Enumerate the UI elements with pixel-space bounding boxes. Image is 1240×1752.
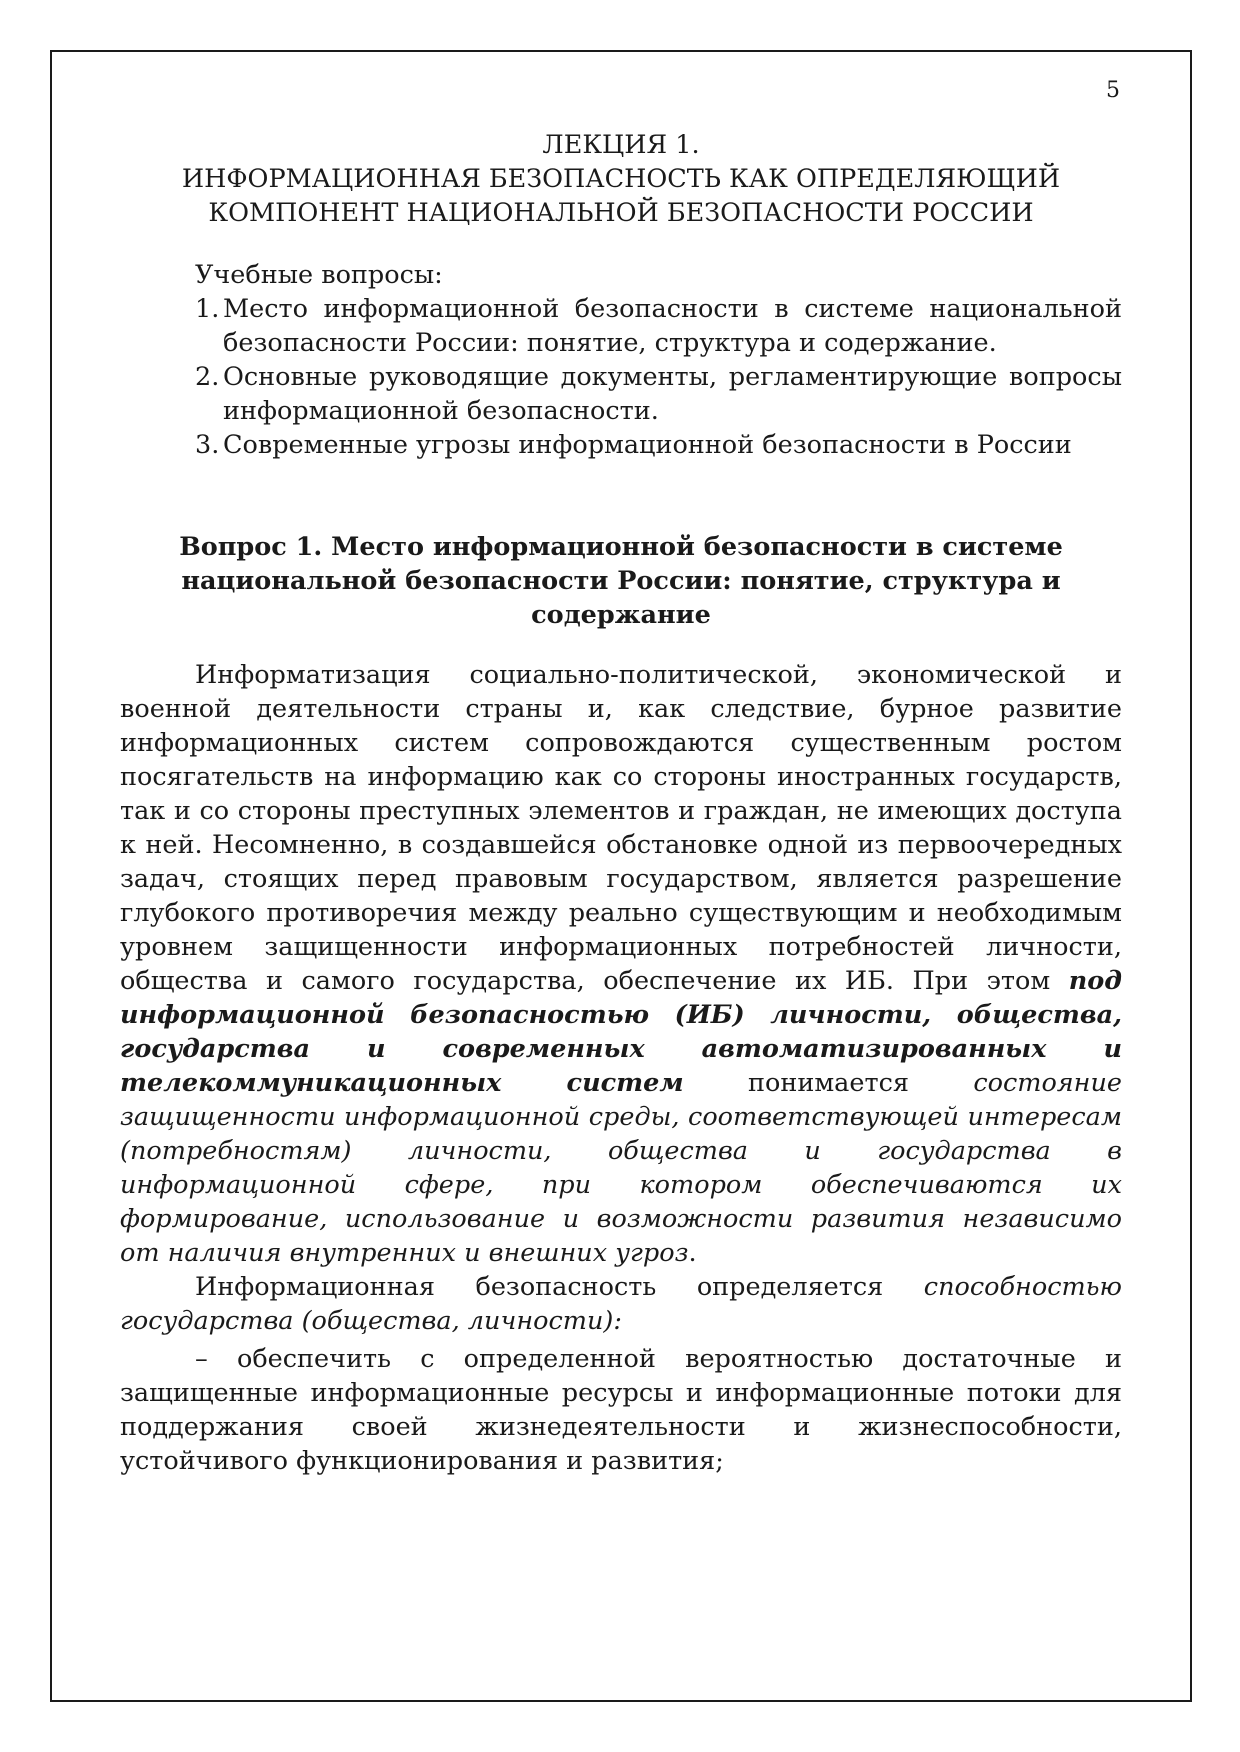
definition-term: под информационной безопасностью (ИБ) личности, общества, государства и современных автоматизированных и телекоммуникационных систем — [120, 966, 1122, 1098]
list-item-number: 3. — [195, 430, 220, 460]
body-text — [120, 658, 1122, 1478]
paragraph — [120, 658, 1122, 1270]
lecture-label: ЛЕКЦИЯ 1. — [542, 130, 700, 160]
lecture-title-line1: ИНФОРМАЦИОННАЯ БЕЗОПАСНОСТЬ КАК ОПРЕДЕЛЯЮЩИЙ — [181, 164, 1061, 194]
paragraph-text: Информатизация социально-политической, экономической и военной деятельности страны и, как следствие, бурное развитие информационных систем сопровождаются существенным ростом посягательств на информацию как со стороны иностранных государств, так и со стороны преступных элементов и граждан, не имеющих доступа к ней. Несомненно, в создавшейся обстановке одной из первоочередных задач, стоящих перед правовым государством, является разрешение глубокого противоречия между реально существующим и необходимым уровнем защищенности информационных потребностей личности, общества и самого государства, обеспечение их ИБ. При этом — [120, 660, 1122, 996]
list-item-number: 1. — [195, 294, 220, 324]
lecture-title-line2: КОМПОНЕНТ НАЦИОНАЛЬНОЙ БЕЗОПАСНОСТИ РОССИИ — [208, 198, 1034, 228]
page-content — [120, 128, 1122, 1478]
list-item — [195, 360, 1122, 428]
paragraph-text: понимается — [683, 1068, 974, 1098]
list-item-text: Основные руководящие документы, регламентирующие вопросы информационной безопасности. — [223, 362, 1122, 426]
paragraph-text: . — [688, 1238, 697, 1268]
study-questions-heading: Учебные вопросы: — [195, 260, 443, 290]
list-item — [195, 292, 1122, 360]
paragraph — [120, 1342, 1122, 1478]
list-item-number: 2. — [195, 362, 220, 392]
emphasis-text: способностью государства (общества, личности): — [120, 1272, 1122, 1336]
paragraph — [120, 1270, 1122, 1338]
section-heading: Вопрос 1. Место информационной безопасности в системе национальной безопасности России: понятие, структура и содержание — [179, 532, 1063, 630]
paragraph-text: Информационная безопасность определяется — [195, 1272, 924, 1302]
paragraph-text: – обеспечить с определенной вероятностью достаточные и защищенные информационные ресурсы и информационные потоки для поддержания своей жизнедеятельности и жизнеспособности, устойчивого функционирования и развития; — [120, 1344, 1122, 1476]
lecture-title — [120, 128, 1122, 230]
study-questions — [195, 258, 1122, 462]
page-number: 5 — [1106, 78, 1120, 103]
study-questions-list — [195, 292, 1122, 462]
definition-text: состояние защищенности информационной среды, соответствующей интересам (потребностям) личности, общества и государства в информационной сфере, при котором обеспечиваются их формирование, использование и возможности развития независимо от наличия внутренних и внешних угроз — [120, 1068, 1122, 1268]
list-item-text: Место информационной безопасности в системе национальной безопасности России: понятие, структура и содержание. — [223, 294, 1122, 358]
list-item — [195, 428, 1122, 462]
list-item-text: Современные угрозы информационной безопасности в России — [223, 430, 1072, 460]
